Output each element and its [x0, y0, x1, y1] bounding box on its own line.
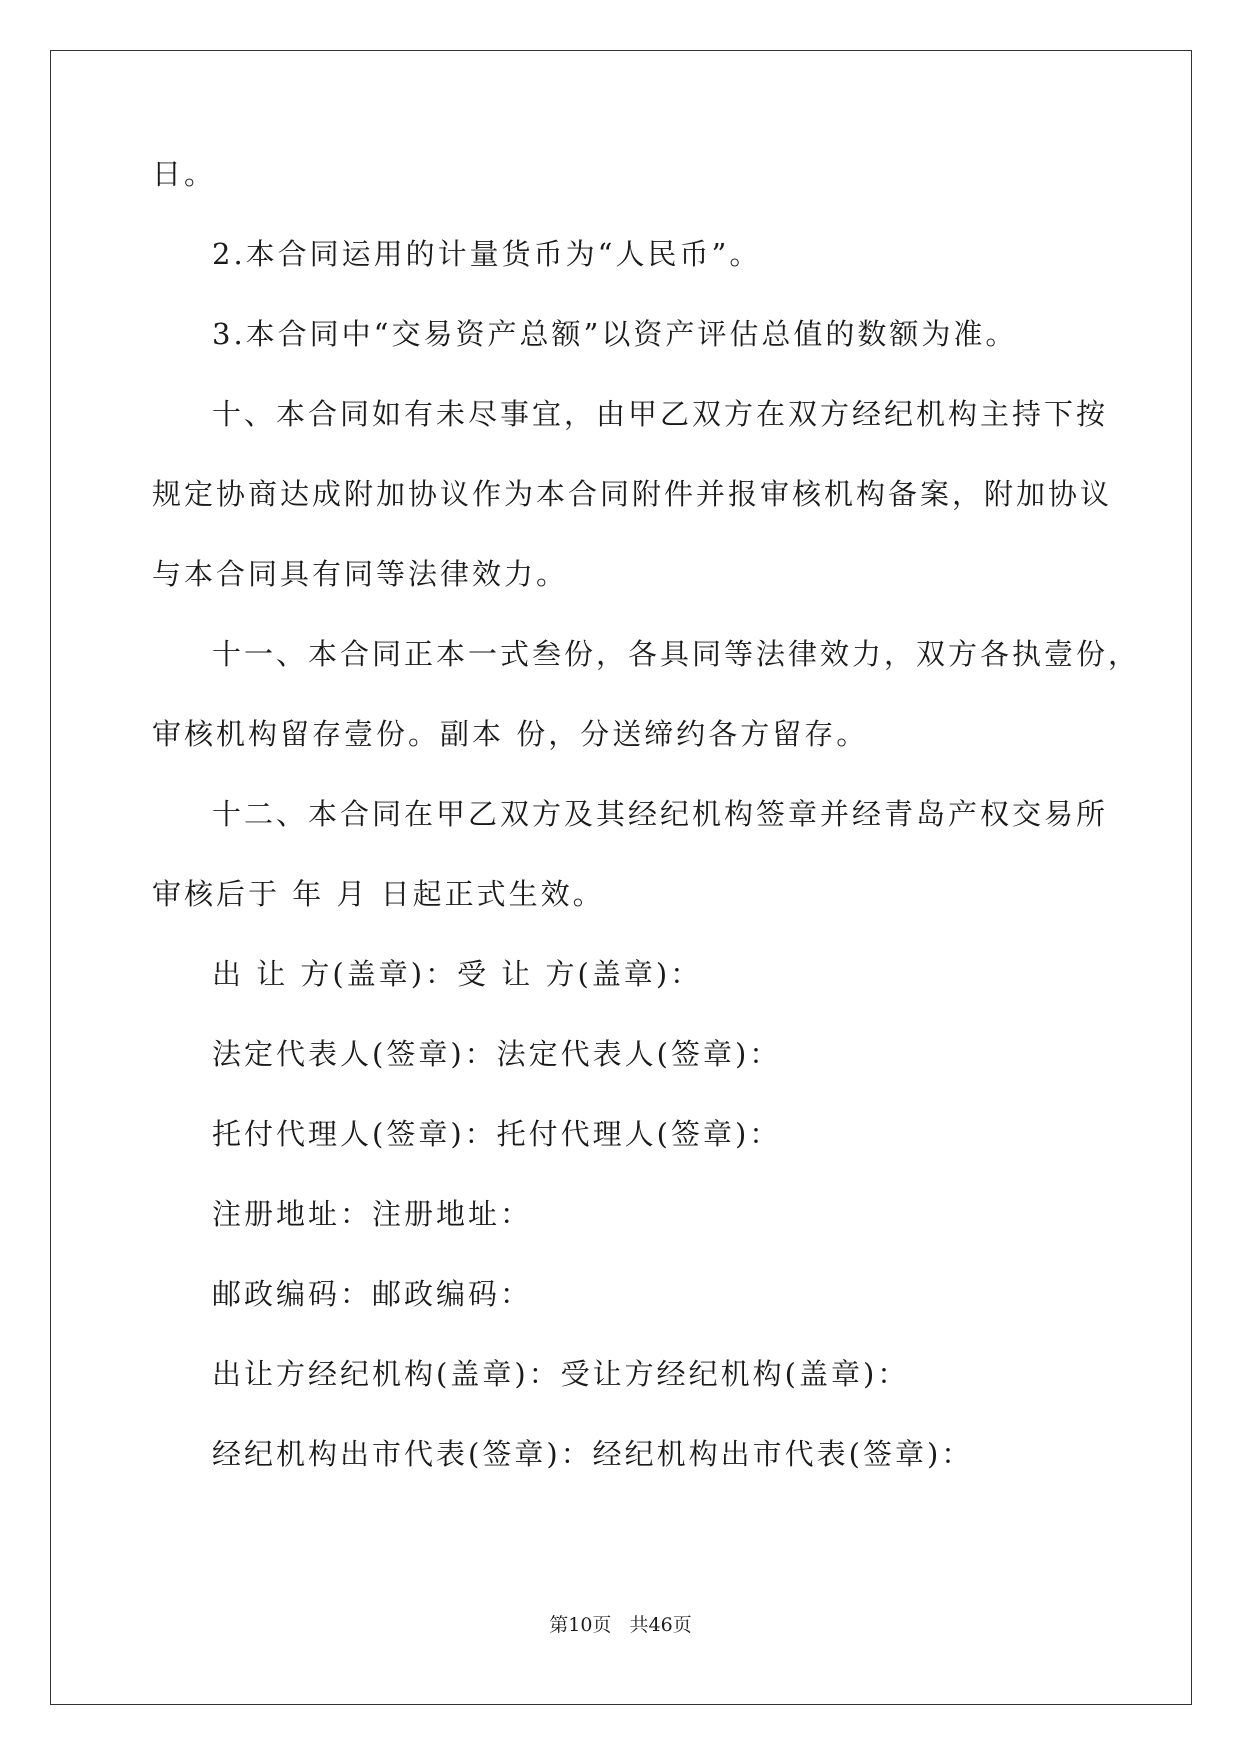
signature-line-broker-representative: 经纪机构出市代表(签章)：经纪机构出市代表(签章)：: [212, 1437, 974, 1471]
clause-12-line-1: 十二、本合同在甲乙双方及其经纪机构签章并经青岛产权交易所: [212, 797, 1109, 831]
signature-line-brokerage: 出让方经纪机构(盖章)：受让方经纪机构(盖章)：: [212, 1357, 910, 1391]
text-line-continuation: 日。: [152, 157, 217, 191]
signature-line-registered-address: 注册地址：注册地址：: [212, 1197, 533, 1231]
clause-10-line-1: 十、本合同如有未尽事宜，由甲乙双方在双方经纪机构主持下按: [212, 397, 1109, 431]
clause-10-line-2: 规定协商达成附加协议作为本合同附件并报审核机构备案，附加协议: [152, 477, 1113, 511]
clause-12-line-2: 审核后于 年 月 日起正式生效。: [152, 877, 605, 911]
signature-line-postal-code: 邮政编码：邮政编码：: [212, 1277, 533, 1311]
signature-line-legal-representative: 法定代表人(签章)：法定代表人(签章)：: [212, 1037, 782, 1071]
clause-10-line-3: 与本合同具有同等法律效力。: [152, 557, 569, 591]
signature-line-parties: 出 让 方(盖章)：受 让 方(盖章)：: [212, 957, 703, 991]
signature-line-authorized-agent: 托付代理人(签章)：托付代理人(签章)：: [212, 1117, 782, 1151]
clause-11-line-1: 十一、本合同正本一式叁份，各具同等法律效力，双方各执壹份，: [212, 637, 1141, 671]
clause-9-3: 3.本合同中“交易资产总额”以资产评估总值的数额为准。: [212, 317, 1018, 351]
page-number-footer: 第10页 共46页: [549, 1614, 692, 1636]
clause-11-line-2: 审核机构留存壹份。副本 份，分送缔约各方留存。: [152, 717, 869, 751]
clause-9-2: 2.本合同运用的计量货币为“人民币”。: [212, 237, 762, 271]
